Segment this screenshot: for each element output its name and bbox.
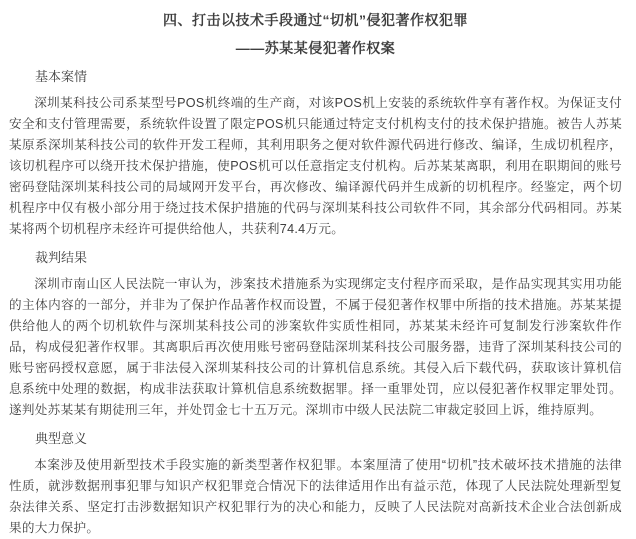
section-body-basic-facts: 深圳某科技公司系某型号POS机终端的生产商，对该POS机上安装的系统软件享有著作权。为保证支付安全和支付管理需要，系统软件设置了限定POS机只能通过特定支付机构支付的技术保护措施。被告人苏某某原系深圳某科技公司的软件开发工程师，其利用职务之便对软件源代码进行修改、编译，生成切机程序，该切机程序可以绕开技术保护措施，使POS机可以任意指定支付机构。后苏某某离职，利用在职期间的账号密码登陆深圳某科技公司的局域网开发平台，再次修改、编译源代码并生成新的切机程序。经鉴定，两个切机程序中仅有极小部分用于绕过技术保护措施的代码与深圳某科技公司软件不同，其余部分代码相同。苏某某将两个切机程序未经许可提供给他人，共获利74.4万元。 [9, 96, 622, 236]
section-basic-facts [9, 67, 622, 240]
section-body-typical-significance: 本案涉及使用新型技术手段实施的新类型著作权犯罪。本案厘清了使用“切机”技术破坏技术措施的法律性质，就涉数据刑事犯罪与知识产权犯罪竞合情况下的法律适用作出有益示范，体现了人民法院处理新型复杂法律关系、坚定打击涉数据知识产权犯罪行为的决心和能力，反映了人民法院对高新技术企业合法创新成果的大力保护。 [9, 458, 622, 535]
section-judgment-result [9, 248, 622, 421]
document-title: 四、打击以技术手段通过“切机”侵犯著作权犯罪 [163, 12, 468, 28]
section-heading-typical-significance: 典型意义 [35, 431, 88, 446]
section-typical-significance [9, 429, 622, 539]
section-body-judgment-result: 深圳市南山区人民法院一审认为，涉案技术措施系为实现绑定支付程序而采取，是作品实现其实用功能的主体内容的一部分，并非为了保护作品著作权而设置，不属于侵犯著作权罪中所指的技术措施。苏某某提供给他人的两个切机软件与深圳某科技公司的涉案软件实质性相同，苏某某未经许可复制发行涉案软件作品，构成侵犯著作权罪。其离职后再次使用账号密码登陆深圳某科技公司服务器，违背了深圳某科技公司的账号密码授权意愿，属于非法侵入深圳某科技公司的计算机信息系统。其侵入后下载代码，获取该计算机信息系统中处理的数据，构成非法获取计算机信息系统数据罪。择一重罪处罚，应以侵犯著作权罪定罪处罚。遂判处苏某某有期徒刑三年，并处罚金七十五万元。深圳市中级人民法院二审裁定驳回上诉，维持原判。 [9, 277, 622, 417]
document-subtitle: ——苏某某侵犯著作权案 [235, 40, 396, 56]
section-heading-basic-facts: 基本案情 [35, 69, 88, 84]
section-heading-judgment-result: 裁判结果 [35, 250, 88, 265]
